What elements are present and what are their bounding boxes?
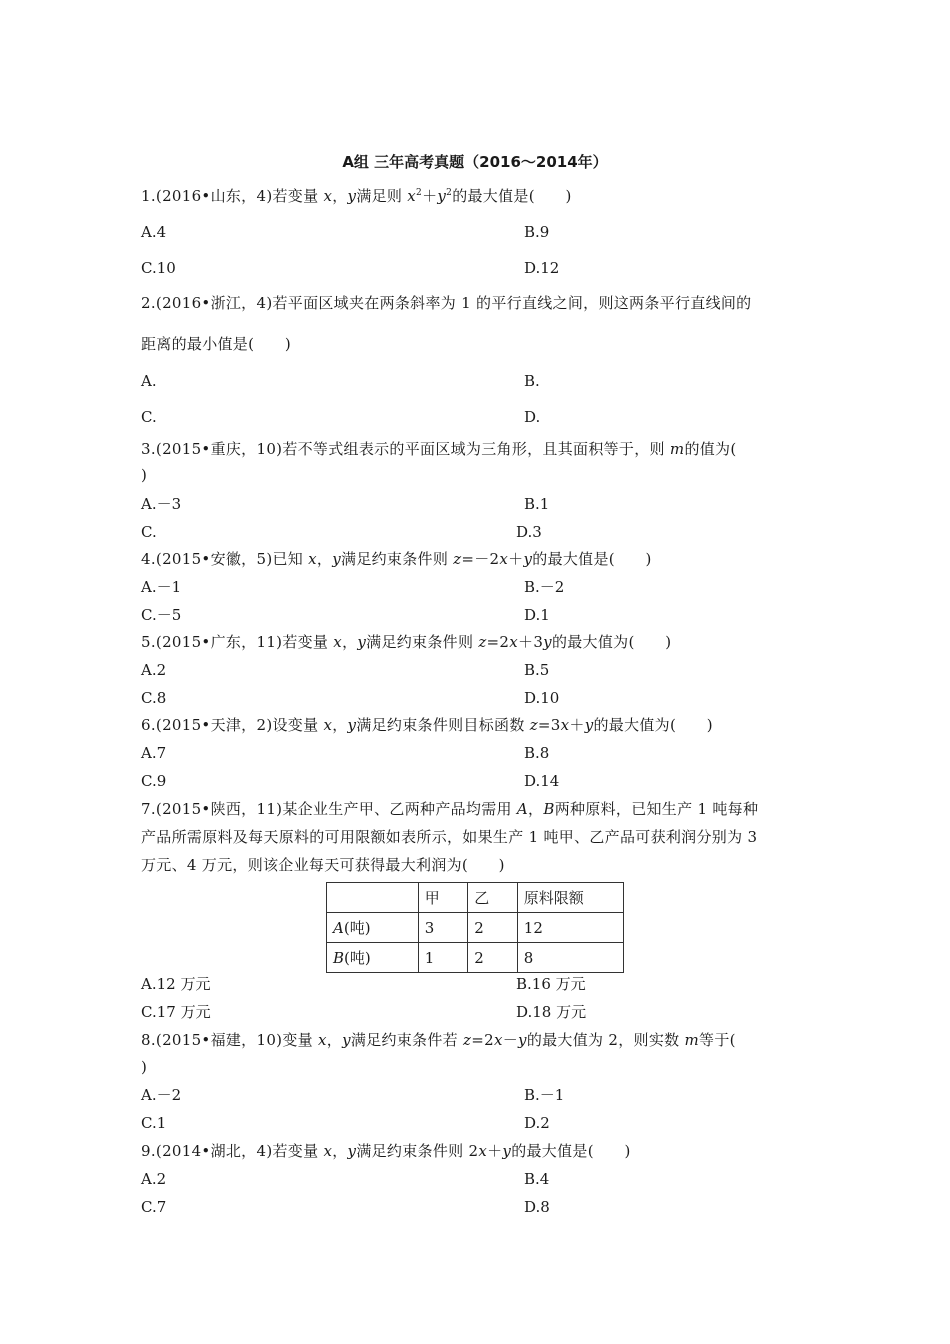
option-d: D.	[524, 408, 541, 426]
option-c: C.7	[141, 1198, 167, 1216]
table-cell: 1	[418, 943, 468, 973]
table-cell: 8	[517, 943, 623, 973]
option-b: B.1	[524, 495, 550, 513]
option-d: D.8	[524, 1198, 550, 1216]
table-cell: 3	[418, 913, 468, 943]
question-2: 2.(2016•浙江，4)若平面区域夹在两条斜率为 1 的平行直线之间，则这两条平行直线间的	[141, 294, 752, 312]
option-c: C.9	[141, 772, 167, 790]
option-b: B.	[524, 372, 540, 390]
section-title: A组 三年高考真题（2016～2014年）	[342, 153, 608, 171]
option-b: B.－1	[524, 1086, 565, 1104]
table-cell: 2	[468, 913, 518, 943]
table-header-cell: 原料限额	[517, 883, 623, 913]
question-9: 9.(2014•湖北，4)若变量 x，y满足约束条件则 2x＋y的最大值是( )	[141, 1142, 631, 1160]
question-5: 5.(2015•广东，11)若变量 x，y满足约束条件则 z=2x＋3y的最大值为( )	[141, 633, 672, 651]
table-row	[327, 943, 624, 973]
option-c: C.－5	[141, 606, 182, 624]
option-c: C.	[141, 408, 157, 426]
table-header-row	[327, 883, 624, 913]
question-8: 8.(2015•福建，10)变量 x，y满足约束条件若 z=2x－y的最大值为 2，则实数 m等于(	[141, 1031, 736, 1049]
option-a: A.－2	[141, 1086, 182, 1104]
table-cell: 2	[468, 943, 518, 973]
option-c: C.8	[141, 689, 167, 707]
table-row	[327, 913, 624, 943]
question-1: 1.(2016•山东，4)若变量 x，y满足则 $x^2+y^2$的最大值是( )	[141, 187, 572, 205]
option-d: D.18 万元	[516, 1003, 587, 1021]
option-d: D.12	[524, 259, 560, 277]
option-c: C.17 万元	[141, 1003, 211, 1021]
option-a: A.	[141, 372, 157, 390]
option-c: C.10	[141, 259, 176, 277]
option-a: A.7	[141, 744, 167, 762]
question-7-cont2: 万元、4 万元，则该企业每天可获得最大利润为( )	[141, 856, 505, 874]
option-a: A.－1	[141, 578, 182, 596]
question-3-cont: )	[141, 466, 148, 484]
question-7-cont: 产品所需原料及每天原料的可用限额如表所示，如果生产 1 吨甲、乙产品可获利润分别为 3	[141, 828, 758, 846]
option-c: C.	[141, 523, 157, 541]
option-b: B.5	[524, 661, 550, 679]
table-header-cell	[327, 883, 419, 913]
option-d: D.10	[524, 689, 560, 707]
question-3: 3.(2015•重庆，10)若不等式组表示的平面区域为三角形，且其面积等于，则 m的值为(	[141, 440, 737, 458]
option-d: D.2	[524, 1114, 550, 1132]
option-d: D.14	[524, 772, 560, 790]
option-a: A.－3	[141, 495, 182, 513]
question-4: 4.(2015•安徽，5)已知 x，y满足约束条件则 z=－2x＋y的最大值是( )	[141, 550, 652, 568]
question-7: 7.(2015•陕西，11)某企业生产甲、乙两种产品均需用 A，B两种原料，已知生产 1 吨每种	[141, 800, 759, 818]
table-cell: A(吨)	[327, 913, 419, 943]
option-d: D.3	[516, 523, 542, 541]
option-a: A.12 万元	[141, 975, 211, 993]
question-6: 6.(2015•天津，2)设变量 x，y满足约束条件则目标函数 z=3x＋y的最大值为( )	[141, 716, 713, 734]
option-c: C.1	[141, 1114, 167, 1132]
table-cell: 12	[517, 913, 623, 943]
question-8-cont: )	[141, 1058, 148, 1076]
option-a: A.4	[141, 223, 167, 241]
option-b: B.4	[524, 1170, 550, 1188]
option-b: B.9	[524, 223, 550, 241]
question-2-cont: 距离的最小值是( )	[141, 335, 292, 353]
materials-table	[326, 882, 624, 973]
table-header-cell: 甲	[418, 883, 468, 913]
table-header-cell: 乙	[468, 883, 518, 913]
option-b: B.8	[524, 744, 550, 762]
option-a: A.2	[141, 1170, 167, 1188]
option-d: D.1	[524, 606, 550, 624]
option-b: B.－2	[524, 578, 565, 596]
option-b: B.16 万元	[516, 975, 586, 993]
option-a: A.2	[141, 661, 167, 679]
table-cell: B(吨)	[327, 943, 419, 973]
